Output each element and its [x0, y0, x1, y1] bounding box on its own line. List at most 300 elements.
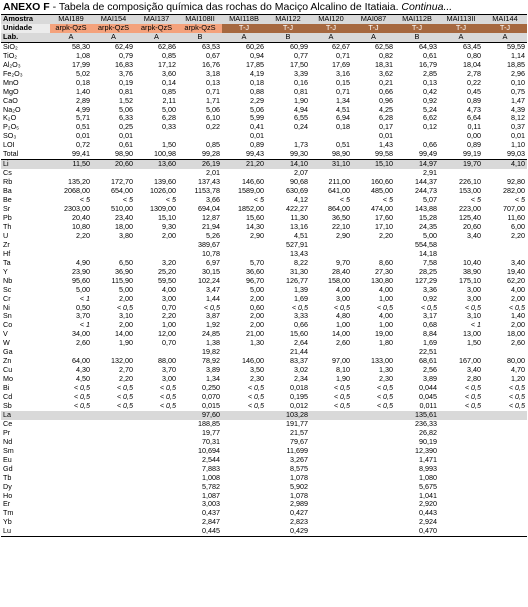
lab-code: A: [92, 33, 135, 42]
value-cell: 59,50: [158, 276, 176, 285]
value-cell: 11,30: [290, 213, 308, 222]
element-label: Eu: [3, 455, 12, 464]
value-cell: [310, 456, 352, 465]
value-cell: 3,003: [202, 500, 220, 509]
value-cell: 5,02: [76, 69, 90, 78]
value-cell: [310, 518, 352, 527]
value-cell: 0,22: [206, 123, 220, 132]
value-cell: 0,77: [294, 51, 308, 60]
table-row: [1, 366, 527, 375]
lab-code: B: [178, 33, 222, 42]
value-cell: 864,00: [328, 205, 350, 214]
value-cell: [222, 348, 266, 357]
value-cell: [135, 250, 178, 259]
value-cell: 1026,00: [150, 187, 176, 196]
value-cell: 2,20: [76, 231, 90, 240]
element-label: V: [3, 330, 8, 339]
value-cell: 3,76: [119, 69, 133, 78]
value-cell: 0,89: [467, 96, 481, 105]
value-cell: 17,10: [375, 222, 393, 231]
value-cell: 8,12: [511, 114, 525, 123]
table-row: [1, 330, 527, 339]
value-cell: 99,30: [266, 150, 310, 159]
value-cell: 0,011: [419, 401, 437, 410]
value-cell: 6,00: [511, 222, 525, 231]
value-cell: [92, 527, 135, 536]
value-cell: 22,51: [419, 348, 437, 357]
value-cell: 38,90: [463, 267, 481, 276]
value-cell: 2,00: [119, 294, 133, 303]
value-cell: [439, 483, 483, 492]
value-cell: < 0,5: [376, 401, 393, 410]
value-cell: [135, 509, 178, 518]
value-cell: 0,10: [511, 78, 525, 87]
value-cell: [222, 500, 266, 509]
value-cell: 0,68: [423, 321, 437, 330]
value-cell: 0,41: [250, 123, 264, 132]
value-cell: 2068,00: [64, 187, 90, 196]
value-cell: 0,33: [162, 123, 176, 132]
value-cell: < 0,5: [376, 384, 393, 393]
value-cell: 153,00: [459, 187, 481, 196]
value-cell: 15,10: [158, 213, 176, 222]
value-cell: 0,94: [250, 51, 264, 60]
table-row: [1, 393, 527, 402]
value-cell: [92, 518, 135, 527]
value-cell: 24,85: [202, 330, 220, 339]
value-cell: 26,82: [419, 428, 437, 437]
value-cell: [135, 241, 178, 250]
value-cell: 5,902: [290, 482, 308, 491]
element-label: Sm: [3, 446, 14, 455]
value-cell: 80,00: [507, 357, 525, 366]
value-cell: 0,01: [379, 132, 393, 141]
value-cell: < 0,5: [247, 401, 264, 410]
value-cell: 27,30: [375, 267, 393, 276]
value-cell: [50, 474, 92, 483]
value-cell: [483, 241, 527, 250]
table-row: [1, 97, 527, 106]
value-cell: 3,89: [206, 366, 220, 375]
unit-code: arpk-QzS: [178, 24, 222, 33]
value-cell: 1,078: [290, 473, 308, 482]
unit-code: T-J: [266, 24, 310, 33]
value-cell: 2,91: [423, 169, 437, 178]
value-cell: 70,31: [202, 437, 220, 446]
element-label: MgO: [3, 87, 19, 96]
value-cell: 2,90: [336, 231, 350, 240]
value-cell: < 1: [79, 321, 90, 330]
value-cell: < 0,5: [247, 384, 264, 393]
value-cell: 126,77: [286, 276, 308, 285]
value-cell: 0,012: [290, 401, 308, 410]
value-cell: 0,72: [76, 141, 90, 150]
unit-code: T-J: [439, 24, 483, 33]
value-cell: 16,76: [202, 60, 220, 69]
value-cell: 6,28: [162, 114, 176, 123]
table-row: [1, 106, 527, 115]
table-row: [1, 312, 527, 321]
value-cell: 2,00: [250, 294, 264, 303]
value-cell: [135, 500, 178, 509]
value-cell: 3,00: [336, 294, 350, 303]
value-cell: 3,17: [423, 312, 437, 321]
value-cell: 62,49: [115, 42, 133, 51]
element-label: Zn: [3, 357, 12, 366]
element-label: K₂O: [3, 114, 17, 123]
value-cell: [92, 348, 135, 357]
value-cell: 4,19: [250, 69, 264, 78]
value-cell: 0,01: [76, 132, 90, 141]
value-cell: 188,85: [198, 419, 220, 428]
value-cell: 0,19: [119, 78, 133, 87]
element-label: U: [3, 231, 9, 240]
value-cell: 1,80: [379, 339, 393, 348]
value-cell: < 5: [339, 196, 350, 205]
value-cell: [222, 420, 266, 429]
value-cell: 1,078: [290, 491, 308, 500]
value-cell: 0,070: [202, 393, 220, 402]
value-cell: 8,10: [336, 366, 350, 375]
value-cell: 6,62: [423, 114, 437, 123]
table-row: [1, 132, 527, 141]
lab-code: B: [266, 33, 310, 42]
value-cell: 1309,00: [150, 205, 176, 214]
value-cell: [50, 518, 92, 527]
element-label: Rb: [3, 178, 13, 187]
value-cell: < 0,5: [291, 303, 308, 312]
value-cell: 0,13: [423, 78, 437, 87]
value-cell: 11,699: [286, 446, 308, 455]
value-cell: [310, 420, 352, 429]
element-label: Al₂O₃: [3, 60, 21, 69]
value-cell: 0,37: [511, 123, 525, 132]
value-cell: 2,30: [379, 375, 393, 384]
value-cell: 1,92: [206, 321, 220, 330]
value-cell: 0,75: [511, 87, 525, 96]
value-cell: < 0,5: [508, 401, 525, 410]
value-cell: [352, 348, 395, 357]
sample-id: MAI112B: [395, 15, 439, 24]
element-label: Gd: [3, 464, 13, 473]
value-cell: < 5: [253, 196, 264, 205]
table-row: [1, 232, 527, 241]
value-cell: [222, 492, 266, 501]
value-cell: [92, 447, 135, 456]
table-row: [1, 286, 527, 295]
value-cell: 0,15: [336, 78, 350, 87]
value-cell: [439, 438, 483, 447]
value-cell: < 1: [79, 294, 90, 303]
value-cell: < 0,5: [333, 384, 350, 393]
value-cell: 90,19: [419, 437, 437, 446]
element-label: Sr: [3, 205, 11, 214]
value-cell: 97,60: [178, 411, 222, 420]
value-cell: [135, 411, 178, 420]
element-label: Cu: [3, 366, 13, 375]
value-cell: [352, 492, 395, 501]
element-label: Ba: [3, 187, 12, 196]
value-cell: 0,82: [379, 51, 393, 60]
table-row: [1, 465, 527, 474]
value-cell: 3,02: [294, 366, 308, 375]
amostra-label: Amostra: [1, 15, 50, 24]
element-label: Cs: [3, 169, 12, 178]
value-cell: 60,26: [246, 42, 264, 51]
table-row: [1, 214, 527, 223]
value-cell: 10,80: [72, 222, 90, 231]
unit-code: T-J: [310, 24, 352, 33]
value-cell: [352, 465, 395, 474]
table-row: [1, 429, 527, 438]
value-cell: [92, 429, 135, 438]
value-cell: [352, 509, 395, 518]
value-cell: 102,24: [198, 276, 220, 285]
value-cell: 3,18: [206, 69, 220, 78]
table-row: [1, 250, 527, 259]
value-cell: 3,00: [467, 285, 481, 294]
value-cell: [222, 438, 266, 447]
value-cell: 25,20: [158, 267, 176, 276]
value-cell: 1,39: [294, 285, 308, 294]
value-cell: 0,470: [395, 527, 439, 536]
value-cell: [50, 348, 92, 357]
value-cell: 92,80: [507, 178, 525, 187]
value-cell: 13,60: [135, 160, 178, 169]
value-cell: 9,30: [162, 222, 176, 231]
value-cell: [92, 411, 135, 420]
value-cell: [310, 527, 352, 536]
value-cell: 3,39: [294, 69, 308, 78]
table-row: [1, 518, 527, 527]
value-cell: 15,28: [419, 213, 437, 222]
table-row: [1, 447, 527, 456]
value-cell: 18,31: [375, 60, 393, 69]
value-cell: 127,29: [415, 276, 437, 285]
value-cell: 0,61: [423, 51, 437, 60]
element-label: Ni: [3, 303, 10, 312]
value-cell: [483, 250, 527, 259]
value-cell: [439, 500, 483, 509]
value-cell: 0,044: [419, 384, 437, 393]
value-cell: 1,20: [511, 375, 525, 384]
value-cell: 2,90: [250, 231, 264, 240]
table-row: [1, 420, 527, 429]
value-cell: 14,18: [419, 249, 437, 258]
value-cell: [310, 429, 352, 438]
value-cell: 0,427: [290, 509, 308, 518]
value-cell: 28,40: [332, 267, 350, 276]
value-cell: 3,40: [467, 366, 481, 375]
value-cell: 5,24: [423, 105, 437, 114]
element-label: Fe₂O₃: [3, 69, 23, 78]
value-cell: 0,85: [162, 87, 176, 96]
value-cell: < 5: [514, 196, 525, 205]
value-cell: 96,70: [246, 276, 264, 285]
value-cell: 2,60: [76, 339, 90, 348]
value-cell: 3,89: [423, 375, 437, 384]
value-cell: [395, 132, 439, 141]
value-cell: 26,19: [178, 160, 222, 169]
value-cell: [222, 447, 266, 456]
value-cell: < 0,5: [159, 393, 176, 402]
element-label: Lu: [1, 527, 50, 536]
value-cell: 3,62: [379, 69, 393, 78]
lab-code: A: [310, 33, 352, 42]
value-cell: 0,92: [423, 294, 437, 303]
value-cell: [178, 132, 222, 141]
value-cell: < 0,5: [73, 393, 90, 402]
value-cell: [352, 411, 395, 420]
value-cell: [439, 492, 483, 501]
value-cell: 160,60: [371, 178, 393, 187]
value-cell: 4,39: [511, 105, 525, 114]
caption-text: - Tabela de composição química das rochas do Maciço Alcalino de Itatiaia.: [49, 1, 402, 13]
value-cell: 527,91: [286, 240, 308, 249]
value-cell: 11,60: [507, 213, 525, 222]
value-cell: 144,37: [415, 178, 437, 187]
value-cell: 99,58: [352, 150, 395, 159]
value-cell: 4,00: [379, 312, 393, 321]
value-cell: 83,37: [290, 357, 308, 366]
value-cell: 146,60: [242, 178, 264, 187]
value-cell: 4,94: [294, 105, 308, 114]
value-cell: 14,10: [266, 160, 310, 169]
value-cell: [483, 411, 527, 420]
lab-row: [1, 33, 527, 42]
value-cell: 0,17: [379, 123, 393, 132]
value-cell: 1,90: [336, 375, 350, 384]
value-cell: 137,43: [198, 178, 220, 187]
value-cell: 6,97: [206, 258, 220, 267]
value-cell: 2,920: [419, 500, 437, 509]
table-row: [1, 241, 527, 250]
value-cell: 5,06: [250, 105, 264, 114]
value-cell: 0,45: [467, 87, 481, 96]
value-cell: 4,30: [76, 366, 90, 375]
element-label: Be: [3, 196, 12, 205]
value-cell: [310, 132, 352, 141]
value-cell: < 0,5: [376, 303, 393, 312]
value-cell: 0,92: [423, 96, 437, 105]
value-cell: [92, 465, 135, 474]
value-cell: 19,77: [202, 428, 220, 437]
value-cell: 2,00: [119, 321, 133, 330]
value-cell: 2,64: [294, 339, 308, 348]
element-label: Sc: [3, 285, 12, 294]
value-cell: 4,00: [162, 285, 176, 294]
element-label: Pb: [3, 213, 12, 222]
value-cell: [135, 447, 178, 456]
value-cell: 0,429: [266, 527, 310, 536]
element-label: Ce: [3, 419, 13, 428]
value-cell: [222, 429, 266, 438]
value-cell: 15,60: [290, 330, 308, 339]
lab-code: A: [352, 33, 395, 42]
value-cell: 12,00: [158, 330, 176, 339]
value-cell: 115,90: [111, 276, 133, 285]
element-label: CaO: [3, 96, 18, 105]
value-cell: 223,00: [459, 205, 481, 214]
element-label: MnO: [3, 78, 19, 87]
value-cell: 90,68: [290, 178, 308, 187]
sample-id: MAI113II: [439, 15, 483, 24]
value-cell: [135, 420, 178, 429]
value-cell: 2,20: [119, 375, 133, 384]
table-row: [1, 150, 527, 159]
element-label: Sn: [3, 312, 12, 321]
value-cell: < 0,5: [464, 393, 481, 402]
value-cell: [266, 132, 310, 141]
value-cell: 36,60: [246, 267, 264, 276]
value-cell: 1,080: [419, 473, 437, 482]
value-cell: 0,21: [379, 78, 393, 87]
value-cell: 146,00: [242, 357, 264, 366]
value-cell: 282,00: [503, 187, 525, 196]
value-cell: [483, 169, 527, 178]
value-cell: [50, 500, 92, 509]
value-cell: [483, 483, 527, 492]
value-cell: < 5: [382, 196, 393, 205]
value-cell: 1,90: [294, 96, 308, 105]
value-cell: 0,13: [206, 78, 220, 87]
table-row: [1, 114, 527, 123]
value-cell: 3,40: [467, 231, 481, 240]
value-cell: 10,78: [202, 249, 220, 258]
value-cell: 2,20: [379, 231, 393, 240]
value-cell: 0,443: [419, 509, 437, 518]
value-cell: [135, 483, 178, 492]
value-cell: 6,55: [294, 114, 308, 123]
value-cell: 125,40: [459, 213, 481, 222]
value-cell: 4,99: [76, 105, 90, 114]
value-cell: 0,01: [511, 132, 525, 141]
value-cell: [439, 456, 483, 465]
value-cell: < 0,5: [116, 401, 133, 410]
value-cell: [352, 483, 395, 492]
value-cell: 2,989: [290, 500, 308, 509]
value-cell: 1,50: [162, 141, 176, 150]
value-cell: 0,14: [162, 78, 176, 87]
value-cell: 1,40: [76, 87, 90, 96]
value-cell: 8,60: [379, 258, 393, 267]
value-cell: [310, 241, 352, 250]
value-cell: 13,00: [463, 330, 481, 339]
element-label: Cr: [3, 294, 11, 303]
value-cell: 4,80: [336, 312, 350, 321]
value-cell: < 0,5: [333, 303, 350, 312]
value-cell: [50, 492, 92, 501]
value-cell: 62,86: [158, 42, 176, 51]
value-cell: 1,10: [511, 141, 525, 150]
value-cell: 0,96: [379, 96, 393, 105]
value-cell: 1,00: [162, 321, 176, 330]
value-cell: 707,00: [503, 205, 525, 214]
value-cell: 18,00: [115, 222, 133, 231]
value-cell: 99,49: [395, 150, 439, 159]
value-cell: [135, 518, 178, 527]
value-cell: 143,88: [415, 205, 437, 214]
value-cell: 1,69: [294, 294, 308, 303]
value-cell: 4,51: [294, 231, 308, 240]
value-cell: [92, 509, 135, 518]
value-cell: 0,00: [467, 132, 481, 141]
value-cell: 5,00: [162, 105, 176, 114]
value-cell: 0,25: [119, 123, 133, 132]
unit-row: [1, 24, 527, 33]
value-cell: 98,90: [310, 150, 352, 159]
element-label: TiO₂: [3, 51, 18, 60]
